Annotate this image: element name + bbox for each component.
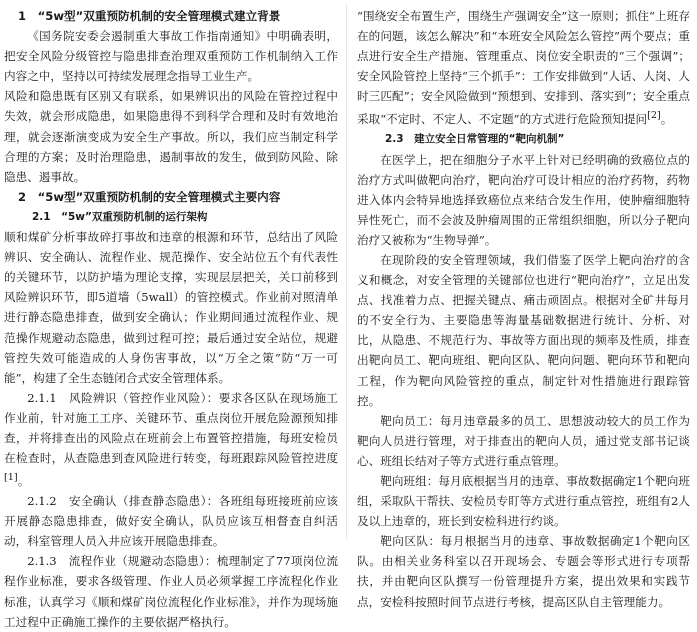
section-1-heading: 1 “5w型”双重预防机制的安全管理模式建立背景 bbox=[18, 9, 281, 23]
section-1-para-1: 《国务院安委会遏制重大事故工作指南通知》中明确表明，把安全风险分级管控与隐患排查治理双重预防工作机制纳入工作内容之中，坚持以可持续发展理念指导工业生产。 bbox=[4, 29, 338, 84]
section-2-1-2-para: 2.1.2 安全确认（排查静态隐患）：各班组每班接班前应该开展静态隐患排查，做好安全确认，队员应该互相督查自纠活动，科室管理人员入井应该开展隐患排查。 bbox=[4, 494, 338, 549]
section-2-2-cont-end: 。 bbox=[660, 112, 673, 127]
right-column bbox=[357, 6, 690, 612]
section-2-3-para-2: 在现阶段的安全管理领域，我们借鉴了医学上靶向治疗的含义和概念，对安全管理的关键部位也进行“靶向治疗”，立足出发点、找准着力点、把握关键点、痛击顽固点。根据对全矿井每月的不安全行为、主要隐患等海量基础数据进行统计、分析、对比，从隐患、不规范行为、事故等方面出现的频率及性质，排查出靶向员工、靶向班组、靶向区队、靶向问题、靶向环节和靶向工程，作为靶向风险管控的重点，制定针对性措施进行跟踪管控。 bbox=[357, 252, 690, 408]
column-divider bbox=[346, 4, 347, 539]
section-2-1-1-para bbox=[4, 388, 338, 491]
citation-2: [2] bbox=[647, 110, 661, 122]
section-2-2-cont-para bbox=[357, 6, 690, 129]
section-1-para-2: 风险和隐患既有区别又有联系，如果辨识出的风险在管控过程中失效，就会形成隐患，如果隐患得不到科学合理和及时有效地治理，就会逐渐演变成为安全生产事故。所以，我们应当制定科学合理的方案；及时治理隐患，遏制事故的发生，做到防风险、除隐患、遏事故。 bbox=[4, 89, 338, 184]
target-division-para: 靶向区队：每月根据当月的违章、事故数据确定1个靶向区队。由相关业务科室以召开现场会、专题会等形式进行专项帮扶，并由靶向区队撰写一份管理提升方案，提出效果和实践节点，安检科按照时间节点进行考核，提高区队自主管理能力。 bbox=[357, 534, 690, 609]
target-team-para: 靶向班组：每月底根据当月的违章、事故数据确定1个靶向班组，采取队干帮扶、安检员专盯等方式进行重点管控，班组有2人及以上违章的，班长到安检科进行约谈。 bbox=[357, 474, 690, 529]
section-2-1-1-end: 。 bbox=[17, 474, 30, 489]
section-2-heading: 2 “5w型”双重预防机制的安全管理模式主要内容 bbox=[18, 189, 281, 204]
left-column bbox=[4, 6, 338, 632]
section-2-3-para-1: 在医学上，把在细胞分子水平上针对已经明确的致癌位点的治疗方式叫做靶向治疗，靶向治疗可设计相应的治疗药物，药物进入体内会特异地选择致癌位点来结合发生作用，使肿瘤细胞特异性死亡，而不会波及肿瘤周围的正常组织细胞，所以分子靶向治疗又被称为“生物导弹”。 bbox=[357, 152, 690, 247]
section-2-3-heading: 2.3 建立安全日常管理的“靶向机制” bbox=[385, 133, 565, 146]
section-2-2-cont-text: “围绕安全布置生产，围绕生产强调安全”这一原则；抓住“上班存在的问题，该怎么解决”和“本班安全风险怎么管控”两个要点；重点进行安全生产措施、管理重点、岗位安全职责的“三个强调”；安全风险管控上坚持“三个抓手”：工作安排做到“人话、人岗、人时三匹配”；安全风险做到“预想到、安排到、落实到”；安全重点采取“不定时、不定人、不定题”的方式进行危险预知提问 bbox=[357, 9, 690, 127]
target-staff-para: 靶向员工：每月违章最多的员工、思想波动较大的员工作为靶向人员进行管理，对于排查出的靶向人员，通过党支部书记谈心、班组长结对子等方式进行重点管理。 bbox=[357, 413, 690, 468]
section-2-1-para: 顺和煤矿分析事故碎打事故和违章的根源和环节，总结出了风险辨识、安全确认、流程作业、规范操作、安全站位五个有代表性的关键环节，以防护墙为理论支撑，实现层层把关，关口前移到风险辨识环节，即5道墙（5wall）的管控模式。作业前对照清单进行静态隐患排查，做到安全确认；作业期间通过流程作业、规范操作规避动态隐患，做到过程可控；最后通过安全站位，规避管控失效可能造成的人身伤害事故，以“万全之策”防“万一可能”，构建了全生态链闭合式安全管理体系。 bbox=[4, 230, 338, 385]
section-2-1-3-para: 2.1.3 流程作业（规避动态隐患）：梳理制定了77项岗位流程作业标准，要求各级管理、作业人员必须掌握工序流程化作业标准，认真学习《顺和煤矿岗位流程化作业标准》，并作为现场施工过程中正确施工操作的主要依据严格执行。 bbox=[4, 554, 338, 629]
citation-1: [1] bbox=[4, 472, 18, 484]
section-2-1-1-text: 2.1.1 风险辨识（管控作业风险）：要求各区队在现场施工作业前，针对施工工序、关键环节、重点岗位开展危险源预知排查，并将排查出的风险点在班前会上布置管控措施，每班安检员在检查时，从查隐患到查风险进行转变，每班跟踪风险管控进度 bbox=[4, 390, 338, 466]
section-2-1-heading: 2.1 “5w”双重预防机制的运行架构 bbox=[32, 210, 208, 223]
